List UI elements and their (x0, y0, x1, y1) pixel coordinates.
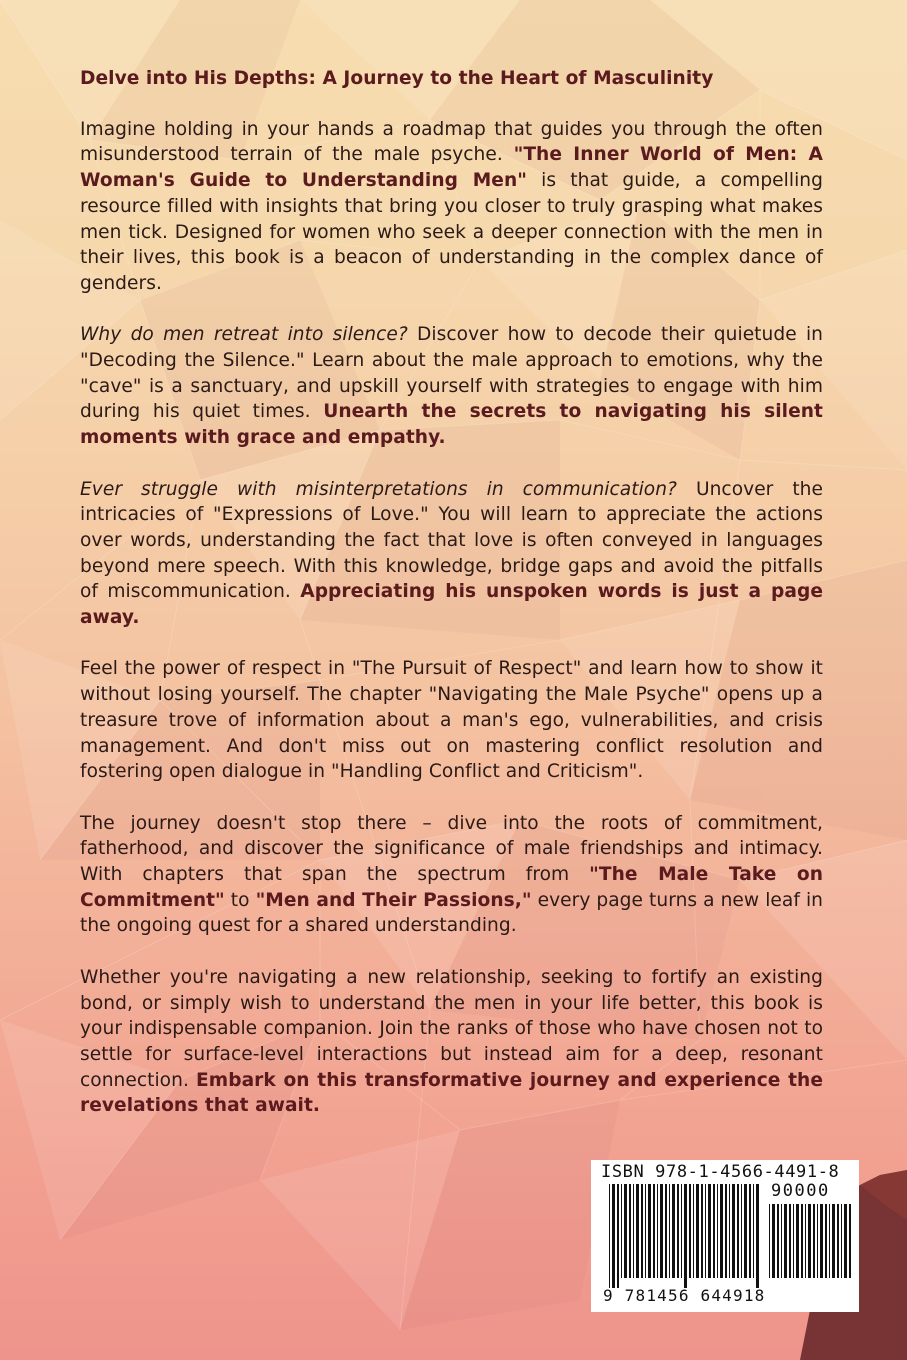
barcode-bar (753, 1184, 754, 1278)
paragraph-journey (80, 811, 823, 940)
barcode-bar (737, 1184, 739, 1278)
paragraph-love (80, 477, 823, 631)
barcode-bar (684, 1184, 687, 1288)
barcode-bar (677, 1184, 679, 1278)
barcode-bar (720, 1184, 723, 1278)
barcode-bar (832, 1204, 835, 1278)
barcode-bar (672, 1184, 675, 1278)
barcode-bar (648, 1184, 651, 1278)
intro-text-2: is that guide, a compelling resource filled with insights that bring you closer to truly grasping what makes men tick. Designed for women who seek a deeper connection with the men in their lives, this book is a beacon of understanding in the complex dance of genders. (80, 170, 823, 294)
barcode-bar (665, 1184, 667, 1278)
barcode-bar (669, 1184, 670, 1278)
barcode-bar (789, 1204, 791, 1278)
passions-chapter-bold: "Men and Their Passions," (255, 889, 532, 911)
commitment-chapter-bold: "The Male Take on Commitment" (80, 864, 823, 911)
love-bold: Appreciating his unspoken words is just a page away. (80, 581, 823, 629)
barcode-bar (717, 1184, 718, 1278)
barcode-bar (772, 1204, 775, 1278)
barcode-bar (756, 1184, 759, 1288)
barcode-bar (777, 1204, 779, 1278)
barcode-bar (633, 1184, 634, 1278)
journey-text-2: to (224, 889, 256, 911)
journey-text-1: The journey doesn't stop there – dive into the roots of commitment, fatherhood, and discover the significance of male friendships and intimacy. With chapters that span the spectrum from (80, 812, 823, 886)
ean-digits: 9 781456 644918 (603, 1286, 766, 1305)
barcode-bar (708, 1184, 711, 1278)
love-text: Uncover the intricacies of "Expressions of Love." You will learn to appreciate the actions over words, understanding the fact that love is often conveyed in languages beyond mere speech. With this knowledge, bridge gaps and avoid the pitfalls of miscommunication. (80, 478, 823, 603)
ean-bars (609, 1184, 761, 1288)
barcode-bar (729, 1184, 730, 1278)
barcode-bar (837, 1204, 839, 1278)
barcode-bar (732, 1184, 735, 1278)
barcode-bar (612, 1184, 615, 1288)
barcode-bar (769, 1204, 770, 1278)
barcode-bar (825, 1204, 827, 1278)
description-text (80, 66, 823, 1145)
barcode-bar (796, 1204, 799, 1278)
barcode-bar (808, 1204, 811, 1278)
barcode-bar (781, 1204, 782, 1278)
barcode-bar (701, 1184, 703, 1278)
barcode-bar (817, 1204, 818, 1278)
isbn-label: ISBN 978-1-4566-4491-8 (601, 1162, 840, 1182)
silence-text: Discover how to decode their quietude in "Decoding the Silence." Learn about the male approach to emotions, why the "cave" is a sanctuary, and upskill yourself with strategies to engage with him during his quiet times. (80, 324, 824, 423)
barcode-bar (621, 1184, 622, 1278)
respect-text: Feel the power of respect in "The Pursuit of Respect" and learn how to show it without losing yourself. The chapter "Navigating the Male Psyche" opens up a treasure trove of information about a man's ego, vulnerabilities, and crisis management. And don't miss out on mastering conflict resolution and fostering open dialogue in "Handling Conflict and Criticism". (80, 658, 823, 783)
barcode-bar (705, 1184, 706, 1278)
barcode-bar (689, 1184, 691, 1278)
silence-bold: Unearth the secrets to navigating his silent moments with grace and empathy. (80, 401, 823, 449)
barcode-bar (741, 1184, 742, 1278)
barcode-bar (653, 1184, 655, 1278)
barcode-bar (725, 1184, 727, 1278)
barcode-bar (696, 1184, 699, 1278)
barcode-bar (749, 1184, 751, 1278)
barcode-bar (801, 1204, 803, 1278)
barcode-bar (805, 1204, 806, 1278)
barcode-bar (793, 1204, 794, 1278)
barcode-bar (645, 1184, 646, 1278)
barcode-bar (660, 1184, 663, 1278)
barcode-bar (844, 1204, 847, 1278)
love-question: Ever struggle with misinterpretations in communication? (80, 478, 677, 500)
silence-question: Why do men retreat into silence? (80, 324, 408, 346)
paragraph-closing (80, 965, 823, 1119)
barcode-bar (657, 1184, 658, 1278)
barcode-bar (641, 1184, 643, 1278)
barcode-bar (841, 1204, 842, 1278)
paragraph-respect (80, 656, 823, 785)
barcode-bar (713, 1184, 715, 1278)
barcode-bar (617, 1184, 619, 1288)
barcode-bar (629, 1184, 631, 1278)
closing-bold: Embark on this transformative journey and experience the revelations that await. (80, 1069, 824, 1117)
barcode-bar (813, 1204, 815, 1278)
barcode-bar (784, 1204, 787, 1278)
price-code: 90000 (771, 1181, 830, 1201)
barcode-bar (693, 1184, 694, 1278)
isbn-barcode (591, 1160, 859, 1312)
addon-bars (769, 1204, 851, 1288)
barcode-bar (681, 1184, 682, 1278)
paragraph-silence (80, 322, 823, 451)
barcode-bar (829, 1204, 830, 1278)
intro-text-1: Imagine holding in your hands a roadmap that guides you through the often misunderstood terrain of the male psyche. (80, 118, 823, 166)
book-title-bold: "The Inner World of Men: A Woman's Guide to Understanding Men" (80, 144, 823, 192)
barcode-bar (744, 1184, 747, 1278)
barcode-bar (609, 1184, 610, 1288)
barcode-bar (820, 1204, 823, 1278)
closing-text: Whether you're navigating a new relationship, seeking to fortify an existing bond, or simply wish to understand the men in your life better, this book is your indispensable companion. Join the ranks of those who have chosen not to settle for surface-level interactions but instead aim for a deep, resonant connection. (80, 966, 823, 1091)
journey-text-3: every page turns a new leaf in the ongoing quest for a shared understanding. (80, 889, 823, 937)
barcode-bar (624, 1184, 627, 1278)
barcode-bar (849, 1204, 851, 1278)
paragraph-intro (80, 117, 823, 297)
blurb-heading: Delve into His Depths: A Journey to the Heart of Masculinity (80, 68, 714, 89)
barcode-bar (636, 1184, 639, 1278)
